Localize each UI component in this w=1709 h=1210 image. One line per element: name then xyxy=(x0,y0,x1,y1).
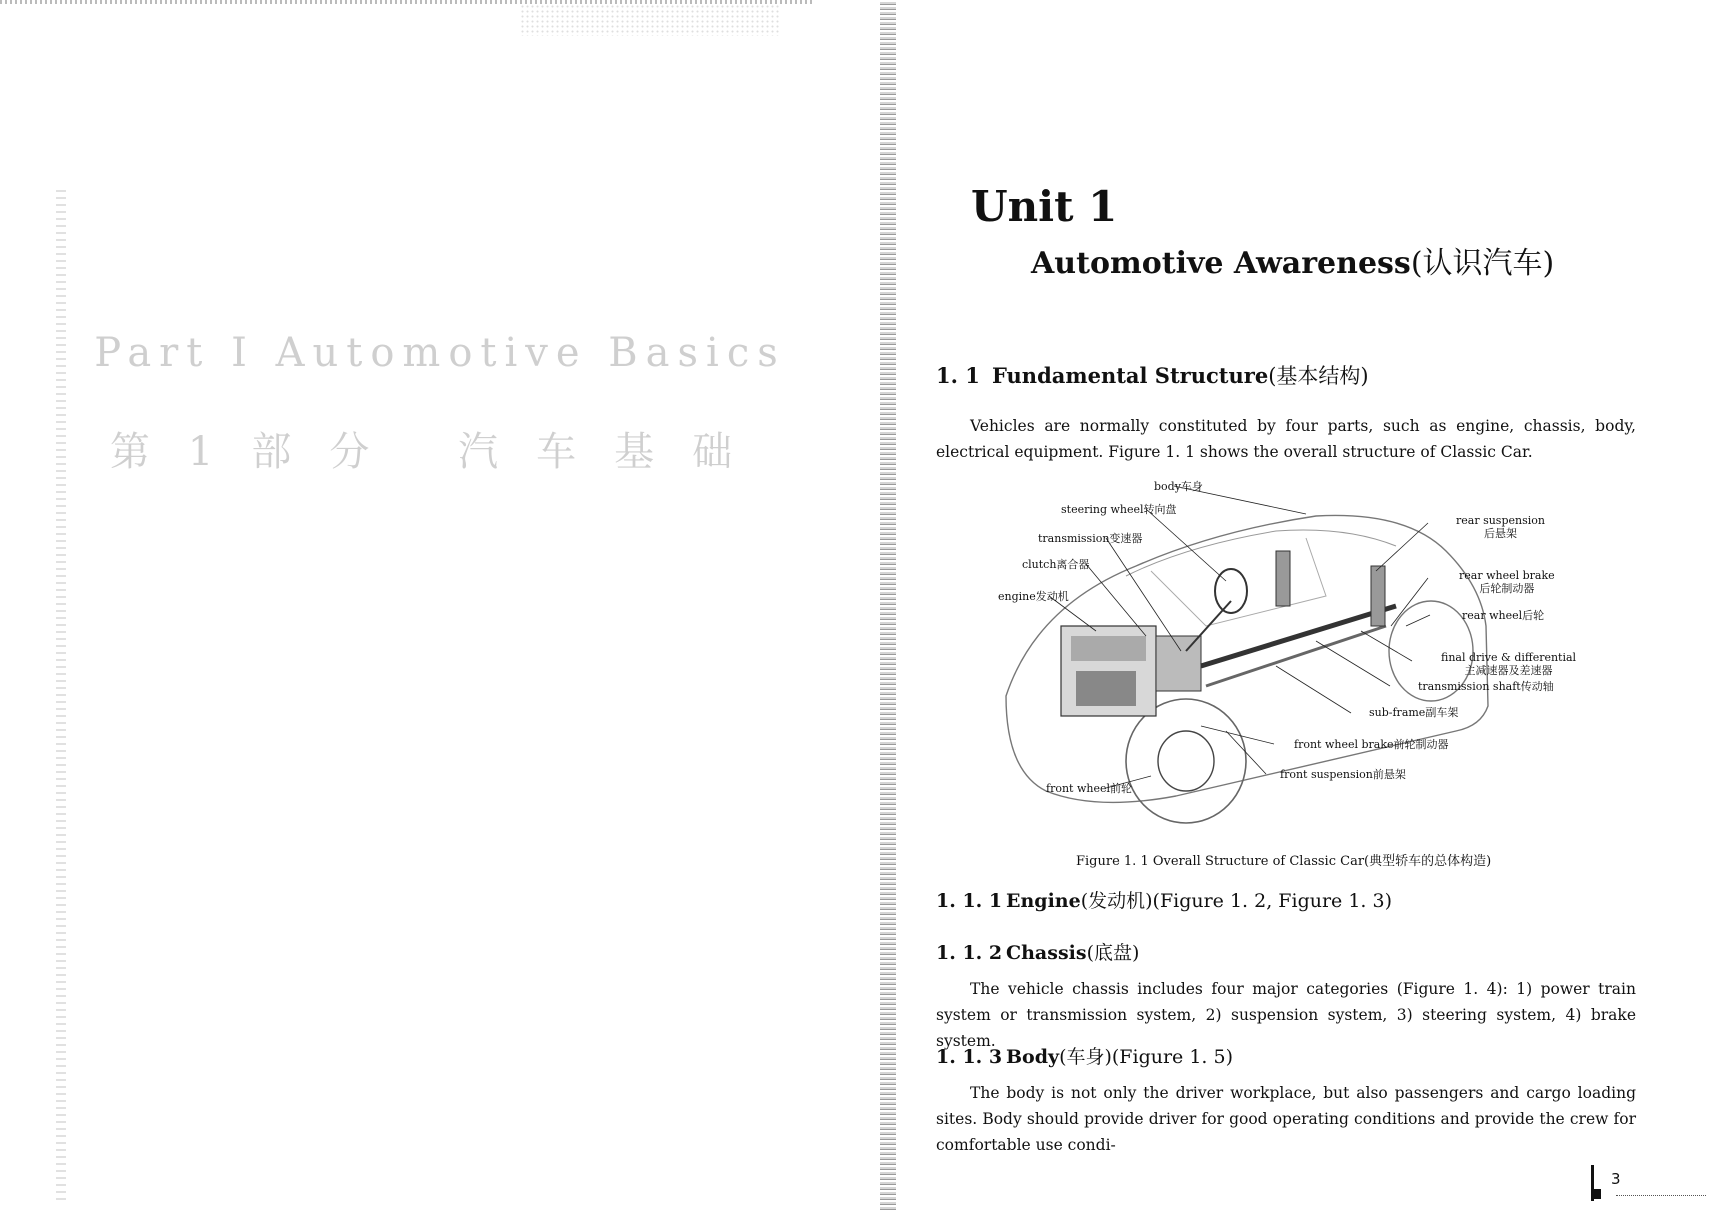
figure-reference: (Figure 1. 5) xyxy=(1111,1046,1233,1068)
page-corner-mark xyxy=(1591,1165,1606,1201)
label-engine: engine发动机 xyxy=(998,590,1069,603)
label-transmission-shaft: transmission shaft传动轴 xyxy=(1418,680,1554,693)
label-clutch: clutch离合器 xyxy=(1022,558,1090,571)
section-title: Body xyxy=(1006,1046,1060,1068)
figure-car-structure xyxy=(976,476,1577,841)
unit-subtitle-en: Automotive Awareness xyxy=(1031,246,1411,281)
section-title-zh: (车身) xyxy=(1059,1046,1112,1068)
label-final-drive: final drive & differential 主减速器及差速器 xyxy=(1441,651,1577,677)
label-transmission: transmission变速器 xyxy=(1038,532,1143,545)
section-number: 1. 1 xyxy=(936,363,980,388)
label-rear-wheel-brake: rear wheel brake 后轮制动器 xyxy=(1459,569,1555,595)
paragraph-1-1: Vehicles are normally constituted by four parts, such as engine, chassis, body, electrical equipment. Figure 1. 1 shows the overall structure of Classic Car. xyxy=(936,417,1636,461)
section-title-zh: (底盘) xyxy=(1086,942,1140,964)
section-title-zh: (基本结构) xyxy=(1268,364,1369,388)
section-title-zh: (发动机) xyxy=(1080,890,1153,912)
right-page xyxy=(896,0,1709,1210)
paragraph-1-1-3: The body is not only the driver workplace, but also passengers and cargo loading sites. Body should provide driver for good operating conditions and provide the crew for comfortable use condi- xyxy=(936,1084,1636,1154)
label-front-wheel: front wheel前轮 xyxy=(1046,782,1132,795)
section-number: 1. 1. 3 xyxy=(936,1046,1003,1068)
label-body: body车身 xyxy=(1154,480,1203,493)
section-number: 1. 1. 1 xyxy=(936,890,1003,912)
section-heading-1-1 xyxy=(936,360,1369,390)
part-title-zh: 第1部分 汽车基础 xyxy=(109,429,771,475)
page-footer-rule xyxy=(1616,1195,1706,1196)
page-gutter xyxy=(880,0,896,1210)
section-title: Engine xyxy=(1006,890,1081,912)
part-title-en: Part I Automotive Basics xyxy=(94,330,786,376)
label-rear-wheel: rear wheel后轮 xyxy=(1462,609,1545,622)
paragraph-1-1-2: The vehicle chassis includes four major categories (Figure 1. 4): 1) power train system or transmission system, 2) suspension system, 3) steering system, 4) brake system. xyxy=(936,980,1636,1050)
unit-subtitle-zh: (认识汽车) xyxy=(1410,246,1555,281)
figure-caption: Figure 1. 1 Overall Structure of Classic Car(典型轿车的总体构造) xyxy=(1076,854,1492,869)
figure-reference: (Figure 1. 2, Figure 1. 3) xyxy=(1152,890,1392,912)
section-heading-1-1-1 xyxy=(936,886,1392,913)
section-heading-1-1-3 xyxy=(936,1042,1233,1069)
section-title: Chassis xyxy=(1006,942,1087,964)
unit-title: Unit 1 xyxy=(971,182,1118,231)
section-heading-1-1-2 xyxy=(936,938,1139,965)
label-steering-wheel: steering wheel转向盘 xyxy=(1061,503,1177,516)
part-title xyxy=(0,330,880,477)
scan-speckle xyxy=(520,4,780,36)
label-rear-suspension: rear suspension 后悬架 xyxy=(1456,514,1545,540)
label-front-suspension: front suspension前悬架 xyxy=(1280,768,1406,781)
section-number: 1. 1. 2 xyxy=(936,942,1003,964)
label-front-wheel-brake: front wheel brake前轮制动器 xyxy=(1294,738,1449,751)
section-title: Fundamental Structure xyxy=(992,363,1269,388)
page-number: 3 xyxy=(1611,1170,1621,1188)
unit-subtitle xyxy=(1031,238,1554,282)
label-sub-frame: sub-frame副车架 xyxy=(1369,706,1459,719)
